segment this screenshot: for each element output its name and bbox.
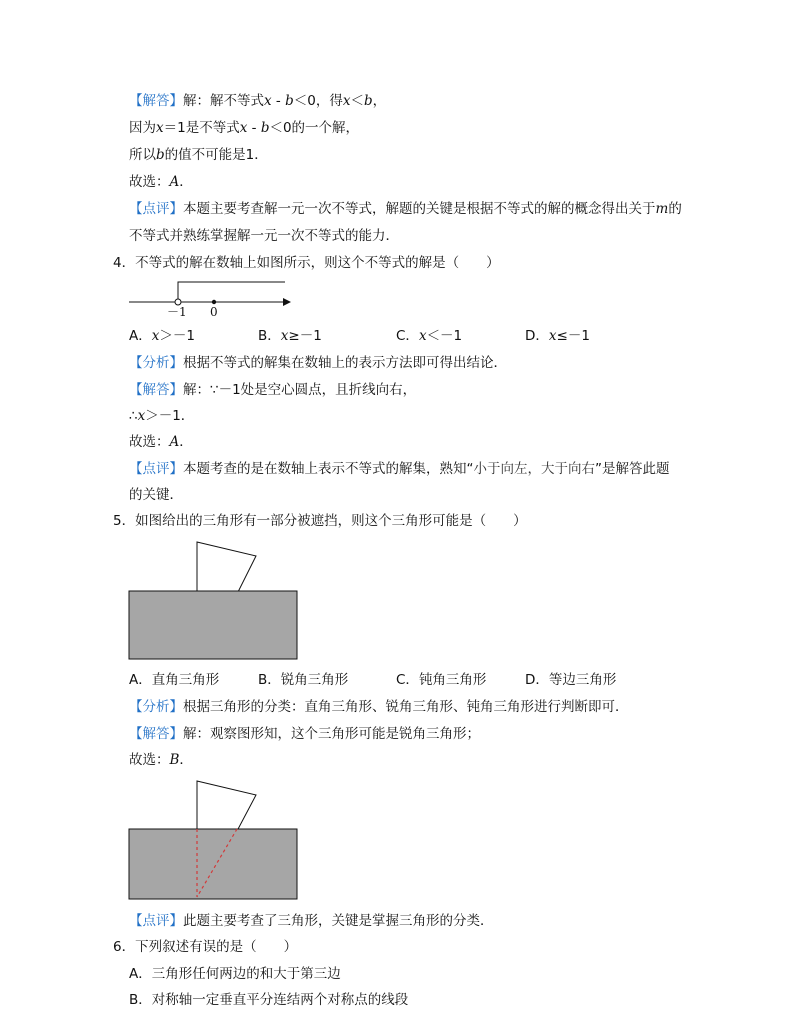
point-zero [212, 300, 216, 304]
fenxi-tag: 【分析】 [129, 699, 183, 715]
q5-stem: 5．如图给出的三角形有一部分被遮挡，则这个三角形可能是（ ） [113, 513, 527, 529]
cover-rectangle [129, 591, 297, 659]
q3-solution-line-3: 所以b的值不可能是1． [129, 147, 268, 163]
q4-jieda: 【解答】解：∵－1处是空心圆点，且折线向右， [129, 382, 417, 398]
triangle-visible-part [197, 781, 256, 831]
covered-triangle-figure [128, 538, 300, 662]
q4-option-b[interactable]: B．x≥－1 [258, 328, 322, 344]
q3-answer: 故选：A． [129, 174, 193, 190]
cover-rectangle [129, 829, 297, 899]
q4-solution-line-2: ∴x＞－1． [129, 408, 195, 424]
q3-jieda-line: 【解答】解：解不等式x - b＜0，得x＜b， [129, 93, 387, 109]
q5-dianping: 【点评】此题主要考查了三角形，关键是掌握三角形的分类． [129, 913, 494, 929]
jieda-tag: 【解答】 [129, 93, 183, 109]
q5-answer: 故选：B． [129, 752, 193, 768]
q4-option-a[interactable]: A．x＞－1 [129, 328, 195, 344]
q4-dianping-line-2: 的关键． [129, 487, 183, 503]
q4-answer: 故选：A． [129, 434, 193, 450]
q5-jieda: 【解答】解：观察图形知，这个三角形可能是锐角三角形； [129, 726, 480, 742]
fenxi-tag: 【分析】 [129, 355, 183, 371]
dianping-tag: 【点评】 [129, 913, 183, 929]
q5-fenxi: 【分析】根据三角形的分类：直角三角形、锐角三角形、钝角三角形进行判断即可． [129, 699, 629, 715]
q4-option-c[interactable]: C．x＜－1 [396, 328, 463, 344]
q4-option-d[interactable]: D．x≤－1 [525, 328, 590, 344]
q5-option-d[interactable]: D．等边三角形 [525, 672, 617, 688]
q3-solution-line-2: 因为x＝1是不等式x - b＜0的一个解， [129, 120, 360, 136]
jieda-tag: 【解答】 [129, 726, 183, 742]
triangle-visible-part [197, 542, 256, 594]
q3-dianping-line-2: 不等式并熟练掌握解一元一次不等式的能力． [129, 228, 399, 244]
q5-option-a[interactable]: A．直角三角形 [129, 672, 220, 688]
number-line-figure [125, 278, 295, 320]
jieda-tag: 【解答】 [129, 382, 183, 398]
solution-ray [178, 282, 285, 302]
q6-option-a[interactable]: A．三角形任何两边的和大于第三边 [129, 966, 341, 982]
q4-dianping-line-1: 【点评】本题考查的是在数轴上表示不等式的解集，熟知“小于向左，大于向右”是解答此题 [129, 461, 670, 477]
axis-arrow [283, 298, 291, 306]
q6-stem: 6．下列叙述有误的是（ ） [113, 939, 298, 955]
q4-stem: 4．不等式的解在数轴上如图所示，则这个不等式的解是（ ） [113, 255, 500, 271]
label-neg1: －1 [167, 305, 187, 319]
dianping-tag: 【点评】 [129, 201, 183, 217]
solution-triangle-figure [128, 777, 300, 903]
q4-fenxi: 【分析】根据不等式的解集在数轴上的表示方法即可得出结论． [129, 355, 507, 371]
dianping-tag: 【点评】 [129, 461, 183, 477]
label-zero: 0 [210, 305, 218, 319]
q6-option-b[interactable]: B．对称轴一定垂直平分连结两个对称点的线段 [129, 992, 409, 1008]
q3-dianping-line-1: 【点评】本题主要考查解一元一次不等式，解题的关键是根据不等式的解的概念得出关于m的 [129, 201, 682, 217]
q5-option-c[interactable]: C．钝角三角形 [396, 672, 487, 688]
q5-option-b[interactable]: B．锐角三角形 [258, 672, 349, 688]
